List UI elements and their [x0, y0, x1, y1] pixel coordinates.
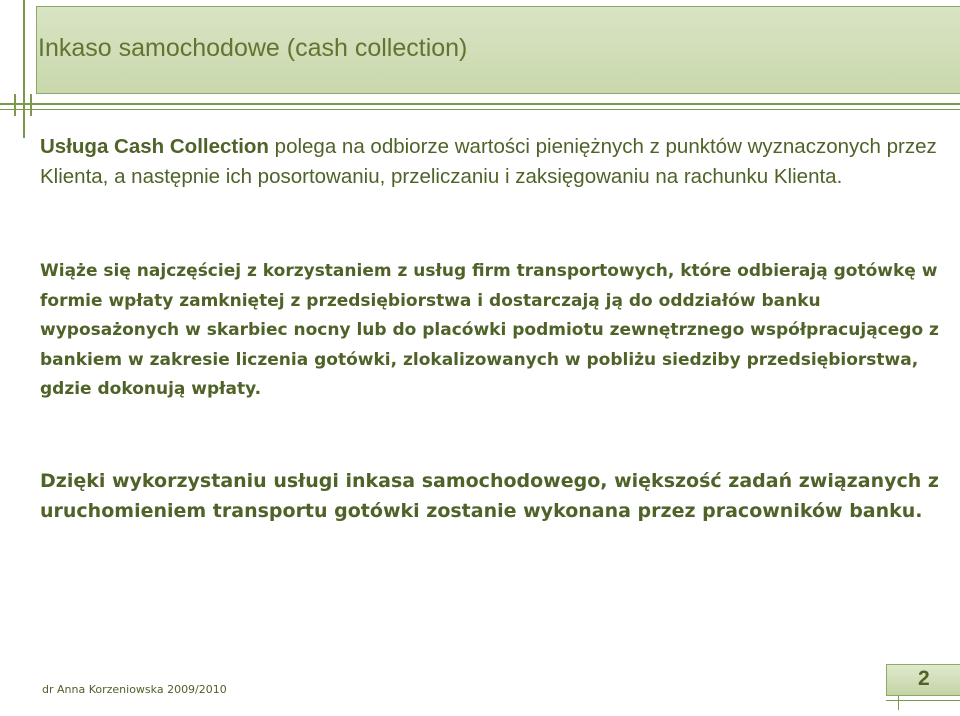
- body-paragraph-2: Dzięki wykorzystaniu usługi inkasa samochodowego, większość zadań związanych z uruchomieniem transportu gotówki zostanie wykonana przez pracowników banku.: [40, 470, 939, 522]
- decor-tick: [30, 94, 32, 116]
- lead-paragraph: [40, 132, 940, 192]
- decor-horizontal-line-thin: [0, 109, 960, 110]
- decor-horizontal-line: [0, 103, 960, 105]
- decor-vertical-line: [23, 0, 25, 138]
- page-number: 2: [918, 667, 930, 690]
- body-paragraph-1: Wiąże się najczęściej z korzystaniem z usług firm transportowych, które odbierają gotówkę w formie wpłaty zamkniętej z przedsiębiorstwa i dostarczają ją do oddziałów banku wyposażonych w skarbiec nocny lub do placówki podmiotu zewnętrznego współpracującego z bankiem w zakresie liczenia gotówki, zlokalizowanych w pobliżu siedziby przedsiębiorstwa, gdzie dokonują wpłaty.: [40, 261, 939, 399]
- page-number-tick: [898, 696, 899, 710]
- lead-first: Usługa Cash Collection: [40, 135, 269, 158]
- footer-author: dr Anna Korzeniowska 2009/2010: [42, 683, 227, 696]
- slide-title: Inkaso samochodowe (cash collection): [38, 34, 468, 62]
- decor-tick: [14, 94, 16, 116]
- lead-rest: polega na odbiorze wartości pieniężnych z punktów wyznaczonych przez Klienta, a następnie ich posortowaniu, przeliczaniu i zaksięgowaniu na rachunku Klienta.: [40, 135, 937, 188]
